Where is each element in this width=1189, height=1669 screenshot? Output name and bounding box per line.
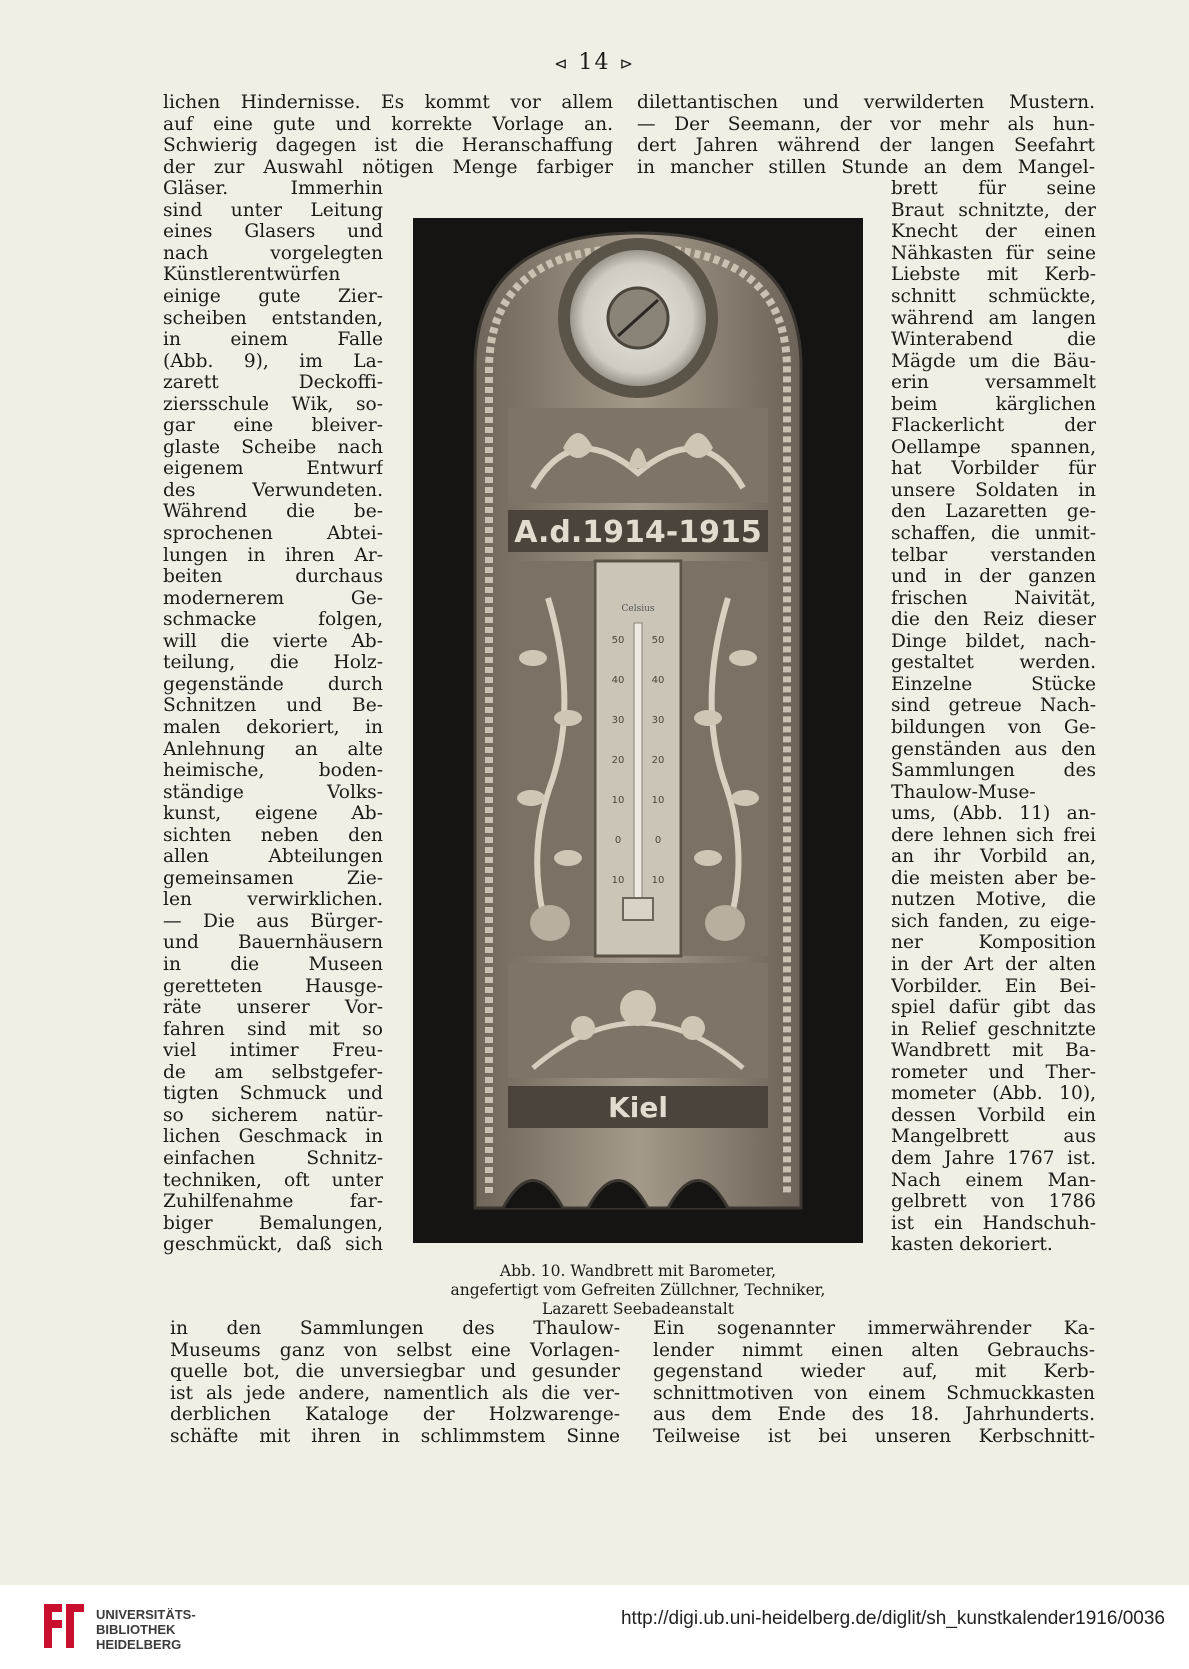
thermometer-tick-label: 50 <box>651 635 665 646</box>
text-line: ums, (Abb. 11) an- <box>891 803 1096 825</box>
text-line: lender nimmt einen alten Gebrauchs- <box>653 1339 1095 1361</box>
thermometer-tick-label: 10 <box>651 795 665 806</box>
text-line: rometer und Ther- <box>891 1061 1096 1083</box>
left-vine-panel <box>508 561 593 956</box>
text-line: in die Museen <box>163 954 383 975</box>
text-line: beiten durchaus <box>163 566 383 588</box>
text-line: in Relief geschnitzte <box>891 1018 1096 1040</box>
library-line: BIBLIOTHEK <box>96 1622 176 1637</box>
text-line: Anlehnung an alte <box>163 738 383 760</box>
text-line: an ihr Vorbild an, <box>891 846 1096 868</box>
text-line: sind unter Leitung <box>163 199 383 221</box>
text-line: tigten Schmuck und <box>163 1083 383 1105</box>
text-line: dilettantischen und verwilderten Mustern. <box>637 92 1095 113</box>
text-line: Vorbilder. Ein Bei- <box>891 975 1096 997</box>
text-line: frischen Naivität, <box>891 587 1096 609</box>
text-line: Schwierig dagegen ist die Heranschaffung <box>163 135 613 157</box>
text-line: modernerem Ge- <box>163 587 383 609</box>
text-line: einige gute Zier- <box>163 285 383 307</box>
text-line: auf eine gute und korrekte Vorlage an. <box>163 113 613 135</box>
text-line: lichen Geschmack in <box>163 1126 383 1148</box>
text-line: mometer (Abb. 10), <box>891 1083 1096 1105</box>
library-logo-icon <box>40 1600 88 1652</box>
text-line: in einem Falle <box>163 329 383 351</box>
text-line: ständige Volks- <box>163 781 383 803</box>
thermometer-scale-label: Celsius <box>621 604 655 614</box>
text-line: dem Jahre 1767 ist. <box>891 1147 1096 1169</box>
thermometer-tick-label: 40 <box>651 675 665 686</box>
text-line: Thaulow-Muse- <box>891 781 1036 803</box>
text-line: bildungen von Ge- <box>891 716 1096 738</box>
thermometer-tick-label: 0 <box>614 835 622 846</box>
text-line: eines Glasers und <box>163 221 383 243</box>
text-line: die meisten aber be- <box>891 867 1096 889</box>
text-line: Teilweise ist bei unseren Kerbschnitt- <box>653 1425 1095 1447</box>
text-line: Knecht der einen <box>891 221 1096 243</box>
text-line: biger Bemalungen, <box>163 1212 383 1234</box>
text-line: und Bauernhäusern <box>163 932 383 954</box>
text-line: brett für seine <box>891 178 1096 200</box>
text-line: techniken, oft unter <box>163 1169 383 1191</box>
text-line: Künstlerentwürfen <box>163 264 341 286</box>
text-line: ner Komposition <box>891 932 1096 954</box>
text-line: dere lehnen sich frei <box>891 824 1096 846</box>
figure-caption <box>413 1262 863 1319</box>
text-line: schnittmotiven von einem Schmuckkasten <box>653 1382 1095 1404</box>
library-name <box>96 1607 196 1652</box>
text-line: ist als jede andere, namentlich als die ver- <box>170 1382 620 1404</box>
text-line: erin versammelt <box>891 372 1096 394</box>
text-line: schäfte mit ihren in schlimmstem Sinne <box>170 1425 620 1447</box>
carved-place: Kiel <box>608 1091 668 1124</box>
text-line: (Abb. 9), im La- <box>163 350 383 372</box>
text-line: nutzen Motive, die <box>891 889 1096 911</box>
text-line: gegenstände durch <box>163 673 383 695</box>
text-line: schmacke folgen, <box>163 609 383 631</box>
text-line: gar eine bleiver- <box>163 415 383 437</box>
text-line: Zuhilfenahme far- <box>163 1191 383 1213</box>
page-number-value: 14 <box>578 50 611 75</box>
caption-line: angefertigt vom Gefreiten Züllchner, Techniker, <box>450 1281 826 1299</box>
text-line: während am langen <box>891 307 1096 329</box>
thermometer-tick-label: 30 <box>611 715 625 726</box>
text-line: Oellampe spannen, <box>891 436 1096 458</box>
text-line: der zur Auswahl nötigen Menge farbiger <box>163 156 613 178</box>
text-line: gemeinsamen Zie- <box>163 867 383 889</box>
text-line: in den Sammlungen des Thaulow- <box>170 1318 620 1339</box>
text-line: Liebste mit Kerb- <box>891 264 1096 286</box>
thermometer-tick-label: 10 <box>651 875 665 886</box>
text-line: schnitt schmückte, <box>891 285 1096 307</box>
text-line: gestaltet werden. <box>891 652 1096 674</box>
figure-wall-board-photo <box>413 218 863 1243</box>
thermometer-tick-label: 40 <box>611 675 625 686</box>
text-line: quelle bot, die unversiegbar und gesunder <box>170 1361 620 1383</box>
text-line: dessen Vorbild ein <box>891 1104 1096 1126</box>
text-line: Flackerlicht der <box>891 415 1096 437</box>
ornament-left: ⊲ <box>554 54 570 73</box>
text-line: aus dem Ende des 18. Jahrhunderts. <box>653 1404 1095 1426</box>
text-line: in der Art der alten <box>891 954 1096 975</box>
text-line: schaffen, die unmit- <box>891 523 1096 544</box>
text-line: sprochenen Abtei- <box>163 523 383 544</box>
text-line: so sicherem natür- <box>163 1104 383 1126</box>
text-line: genständen aus den <box>891 738 1096 760</box>
carved-date: A.d.1914-1915 <box>514 515 762 550</box>
text-line: sichten neben den <box>163 824 383 846</box>
text-line: telbar verstanden <box>891 544 1096 566</box>
text-line: Nähkasten für seine <box>891 242 1096 264</box>
text-line: Schnitzen und Be- <box>163 695 383 717</box>
text-line: eigenem Entwurf <box>163 458 383 480</box>
text-line: — Der Seemann, der vor mehr als hun- <box>637 113 1095 135</box>
text-line: geschmückt, daß sich <box>163 1234 383 1256</box>
text-line: derblichen Kataloge der Holzwarenge- <box>170 1404 620 1426</box>
text-line: in mancher stillen Stunde an dem Mangel- <box>637 156 1095 178</box>
text-line: ist ein Handschuh- <box>891 1212 1096 1234</box>
text-line: und in der ganzen <box>891 566 1096 588</box>
text-line: unsere Soldaten in <box>891 479 1096 501</box>
text-line: dert Jahren während der langen Seefahrt <box>637 135 1095 157</box>
text-line: heimische, boden- <box>163 760 383 782</box>
text-line: fahren sind mit so <box>163 1018 383 1040</box>
text-line: lichen Hindernisse. Es kommt vor allem <box>163 92 613 113</box>
text-line: Nach einem Man- <box>891 1169 1096 1191</box>
thermometer-tick-label: 10 <box>611 875 625 886</box>
text-line: viel intimer Freu- <box>163 1040 383 1062</box>
right-vine-panel <box>683 561 768 956</box>
text-line: Dinge bildet, nach- <box>891 630 1096 652</box>
thermometer-tick-label: 0 <box>654 835 662 846</box>
text-line: Mägde um die Bäu- <box>891 350 1096 372</box>
thermometer-tube <box>634 623 642 908</box>
text-line: len verwirklichen. <box>163 889 383 911</box>
library-line: HEIDELBERG <box>96 1637 182 1652</box>
text-line: nach vorgelegten <box>163 242 383 264</box>
text-line: sich fanden, zu eige- <box>891 910 1096 932</box>
text-line: die den Reiz dieser <box>891 609 1096 631</box>
text-line: kunst, eigene Ab- <box>163 803 383 825</box>
thermometer-tick-label: 20 <box>611 755 625 766</box>
text-line: — Die aus Bürger- <box>163 910 383 932</box>
text-line: beim kärglichen <box>891 393 1096 415</box>
text-line: Winterabend die <box>891 329 1096 351</box>
caption-line: Lazarett Seebadeanstalt <box>542 1300 734 1318</box>
text-line: zarett Deckoffi- <box>163 372 383 394</box>
text-line: malen dekoriert, in <box>163 716 383 738</box>
text-line: Während die be- <box>163 501 383 523</box>
text-line: allen Abteilungen <box>163 846 383 868</box>
ornament-right: ⊳ <box>619 54 635 73</box>
text-line: will die vierte Ab- <box>163 630 383 652</box>
text-line: Wandbrett mit Ba- <box>891 1040 1096 1062</box>
thermometer-tick-label: 10 <box>611 795 625 806</box>
page-number <box>0 50 1189 75</box>
text-line: einfachen Schnitz- <box>163 1147 383 1169</box>
thermometer-tick-label: 50 <box>611 635 625 646</box>
text-line: ziersschule Wik, so- <box>163 393 383 415</box>
thermometer-bulb-guard <box>623 898 653 920</box>
text-line: den Lazaretten ge- <box>891 501 1096 523</box>
text-line: scheiben entstanden, <box>163 307 383 329</box>
wall-board-illustration <box>413 218 863 1243</box>
text-line: spiel dafür gibt das <box>891 997 1096 1019</box>
text-line: räte unserer Vor- <box>163 997 383 1019</box>
thermometer-tick-label: 30 <box>651 715 665 726</box>
text-line: gelbrett von 1786 <box>891 1191 1096 1213</box>
thermometer-tick-label: 20 <box>651 755 665 766</box>
source-url[interactable]: http://digi.ub.uni-heidelberg.de/diglit/sh_kunstkalender1916/0036 <box>620 1608 1165 1629</box>
text-line: Museums ganz von selbst eine Vorlagen- <box>170 1339 620 1361</box>
text-line: Ein sogenannter immerwährender Ka- <box>653 1318 1095 1339</box>
text-line: Einzelne Stücke <box>891 673 1096 695</box>
text-line: Sammlungen des <box>891 760 1096 782</box>
text-line: de am selbstgefer- <box>163 1061 383 1083</box>
text-line: hat Vorbilder für <box>891 458 1096 480</box>
library-line: UNIVERSITÄTS- <box>96 1607 196 1622</box>
text-line: Gläser. Immerhin <box>163 178 383 200</box>
text-line: geretteten Hausge- <box>163 975 383 997</box>
text-line: Braut schnitzte, der <box>891 199 1096 221</box>
text-line: sind getreue Nach- <box>891 695 1096 717</box>
text-line: lungen in ihren Ar- <box>163 544 383 566</box>
caption-line: Abb. 10. Wandbrett mit Barometer, <box>499 1262 777 1280</box>
text-line: teilung, die Holz- <box>163 652 383 674</box>
text-line: kasten dekoriert. <box>891 1234 1053 1256</box>
text-line: gegenstand wieder auf, mit Kerb- <box>653 1361 1095 1383</box>
text-line: Mangelbrett aus <box>891 1126 1096 1148</box>
text-line: des Verwundeten. <box>163 479 383 501</box>
footer-bar <box>0 1585 1189 1669</box>
text-line: glaste Scheibe nach <box>163 436 383 458</box>
